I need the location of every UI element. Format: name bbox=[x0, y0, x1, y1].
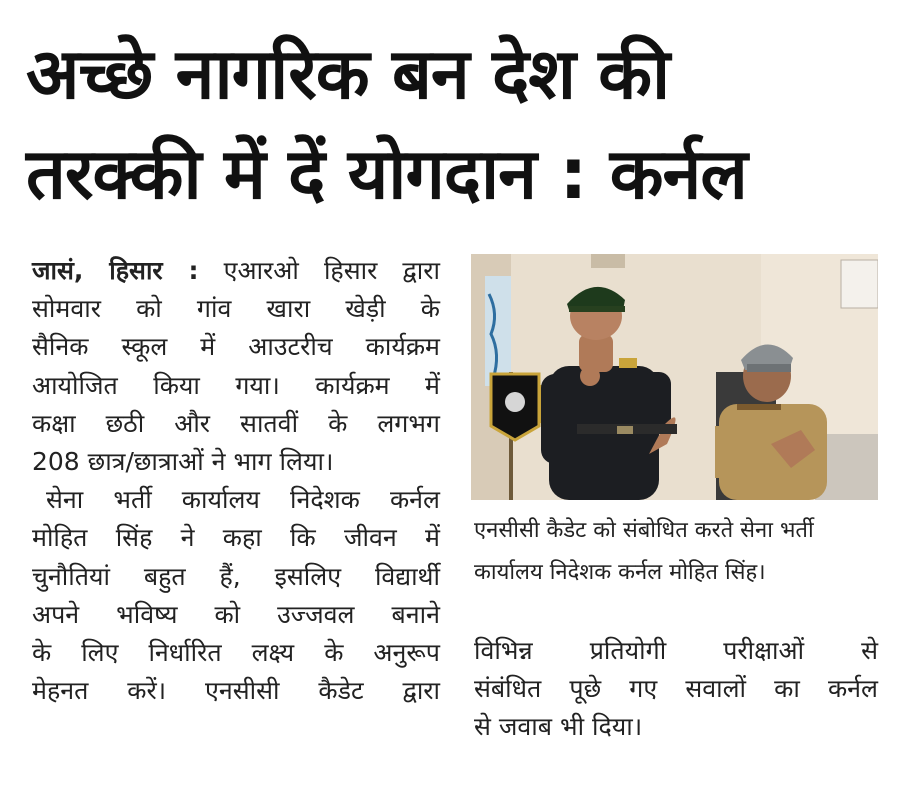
body-line: मोहित सिंह ने कहा कि जीवन में bbox=[32, 523, 440, 553]
body-line: चुनौतियां बहुत हैं, इसलिए विद्यार्थी bbox=[32, 561, 440, 591]
body-line: विभिन्न प्रतियोगी परीक्षाओं से bbox=[474, 636, 878, 665]
article-left-column bbox=[32, 252, 440, 710]
photo-caption bbox=[474, 510, 878, 594]
body-line: आयोजित किया गया। कार्यक्रम में bbox=[32, 370, 440, 400]
news-photo bbox=[471, 254, 878, 500]
body-line: कक्षा छठी और सातवीं के लगभग bbox=[32, 408, 440, 438]
caption-line-1: एनसीसी कैडेट को संबोधित करते सेना भर्ती bbox=[474, 518, 814, 543]
dateline: जासं, हिसार : bbox=[32, 256, 199, 285]
caption-line-2: कार्यालय निदेशक कर्नल मोहित सिंह। bbox=[474, 560, 766, 585]
body-line: सैनिक स्कूल में आउटरीच कार्यक्रम bbox=[32, 332, 440, 362]
body-line: अपने भविष्य को उज्जवल बनाने bbox=[32, 599, 440, 629]
headline bbox=[26, 24, 886, 224]
body-line: के लिए निर्धारित लक्ष्य के अनुरूप bbox=[32, 638, 440, 668]
body-line: मेहनत करें। एनसीसी कैडेट द्वारा bbox=[32, 676, 440, 706]
body-line: से जवाब भी दिया। bbox=[474, 712, 643, 742]
body-line: सेना भर्ती कार्यालय निदेशक कर्नल bbox=[46, 485, 440, 515]
body-text: एआरओ हिसार द्वारा bbox=[223, 256, 440, 285]
body-line: 208 छात्र/छात्राओं ने भाग लिया। bbox=[32, 447, 334, 477]
body-line: सोमवार को गांव खारा खेड़ी के bbox=[32, 294, 440, 324]
body-line: संबंधित पूछे गए सवालों का कर्नल bbox=[474, 674, 878, 704]
headline-line-2: तरक्की में दें योगदान : कर्नल bbox=[26, 133, 747, 215]
article-right-column bbox=[474, 632, 878, 747]
body-line bbox=[32, 252, 440, 290]
headline-line-1: अच्छे नागरिक बन देश की bbox=[26, 33, 670, 115]
